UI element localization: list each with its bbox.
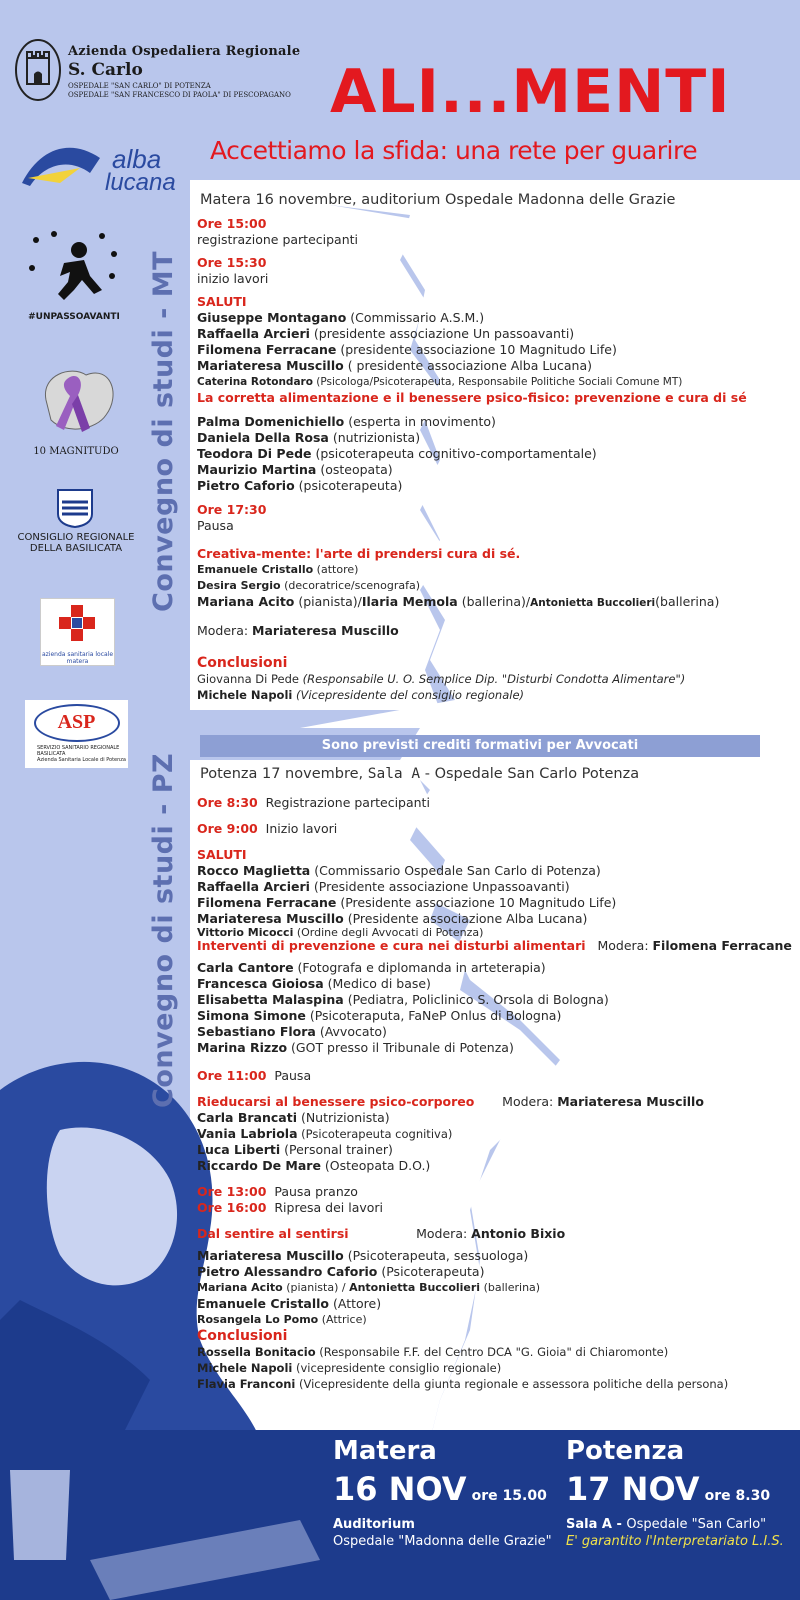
pz-d5r: (Attrice) <box>318 1313 367 1326</box>
mt-p5n: Pietro Caforio <box>197 478 295 493</box>
pz-s2n: Raffaella Arcieri <box>197 879 310 894</box>
asl-text: azienda sanitaria locale matera <box>41 651 114 665</box>
mt-saluti: SALUTI <box>197 294 247 309</box>
list-item <box>197 1376 792 1392</box>
pz-p4n: Simona Simone <box>197 1008 306 1023</box>
mt-k2n: Michele Napoli <box>197 688 293 702</box>
mt-conclusioni: Conclusioni <box>197 655 288 671</box>
pz-p5n: Sebastiano Flora <box>197 1024 316 1039</box>
pz-d5n: Rosangela Lo Pomo <box>197 1313 319 1326</box>
list-item <box>197 374 747 390</box>
list-item <box>197 430 747 446</box>
pz-s4r: (Presidente associazione Alba Lucana) <box>343 911 588 926</box>
list-item <box>197 1158 792 1174</box>
pz-r4n: Riccardo De Mare <box>197 1158 321 1173</box>
pz-d1n: Mariateresa Muscillo <box>197 1248 344 1263</box>
pz-r1n: Carla Brancati <box>197 1110 297 1125</box>
list-item <box>197 462 747 478</box>
pz-session-1: Interventi di prevenzione e cura nei disturbi alimentari <box>197 938 586 953</box>
list-item <box>197 895 792 911</box>
footer-pz-place <box>566 1517 766 1532</box>
pz-sess3-mod: Antonio Bixio <box>471 1226 566 1241</box>
pz-time-2: Ore 9:00 <box>197 821 258 836</box>
vertical-label-pz: Convegno di studi - PZ <box>148 752 179 1108</box>
list-item <box>197 1264 792 1280</box>
footer-mt-date: 16 NOV <box>333 1470 467 1508</box>
list-item <box>197 562 747 578</box>
pz-dateline-a: Potenza 17 novembre, <box>200 766 368 782</box>
pz-d4r: (Attore) <box>329 1296 382 1311</box>
pz-p4r: (Psicoteraputa, FaNeP Onlus di Bologna) <box>305 1008 562 1023</box>
pz-p2n: Francesca Gioiosa <box>197 976 324 991</box>
mt-k1n: Giovanna Di Pede <box>197 672 299 686</box>
footer-mt-place1: Auditorium <box>333 1517 415 1532</box>
unpassoavanti-logo <box>24 228 124 323</box>
pz-k1n: Rossella Bonitacio <box>197 1345 316 1359</box>
page-subtitle: Accettiamo la sfida: una rete per guarire <box>210 136 698 165</box>
ribbon-icon <box>26 360 126 442</box>
list-item <box>197 1248 792 1264</box>
list-item <box>197 1142 792 1158</box>
mt-s1n: Giuseppe Montagano <box>197 310 347 325</box>
mt-c3r2: (ballerina)/ <box>457 594 531 609</box>
mt-c1r: (attore) <box>313 563 359 576</box>
asp-logo <box>25 700 128 768</box>
mt-time-3: Ore 17:30 <box>197 502 267 517</box>
list-item <box>197 671 747 687</box>
page-title: ALI...MENTI <box>330 57 731 127</box>
mt-s2r: (presidente associazione Un passoavanti) <box>309 326 575 341</box>
mt-s4n: Mariateresa Muscillo <box>197 358 344 373</box>
list-item <box>197 414 747 430</box>
pz-t4-desc: Pausa pranzo <box>274 1184 358 1199</box>
pz-r2r: (Psicoterapeuta cognitiva) <box>297 1127 453 1141</box>
pz-d3r2: (ballerina) <box>480 1281 541 1294</box>
mt-p4r: (osteopata) <box>316 462 393 477</box>
mt-s5n: Caterina Rotondaro <box>197 376 313 388</box>
footer-pz-place-b: Ospedale "San Carlo" <box>626 1517 767 1532</box>
list-item <box>197 1126 792 1142</box>
pz-s3r: (Presidente associazione 10 Magnitudo Life) <box>336 895 617 910</box>
pz-d4n: Emanuele Cristallo <box>197 1296 330 1311</box>
mt-p1r: (esperta in movimento) <box>344 414 496 429</box>
mt-s2n: Raffaella Arcieri <box>197 326 310 341</box>
pz-t5-desc: Ripresa dei lavori <box>274 1200 384 1215</box>
pz-s1r: (Commissario Ospedale San Carlo di Potenza) <box>310 863 601 878</box>
mt-programme <box>197 216 747 703</box>
list-item <box>197 1312 792 1328</box>
pz-p2r: (Medico di base) <box>323 976 431 991</box>
pz-r4r: (Osteopata D.O.) <box>320 1158 431 1173</box>
pz-s1n: Rocco Maglietta <box>197 863 311 878</box>
regional-shield-icon <box>56 488 94 528</box>
list-item <box>197 342 747 358</box>
pz-r3n: Luca Liberti <box>197 1142 281 1157</box>
pz-p1r: (Fotografa e diplomanda in arteterapia) <box>293 960 546 975</box>
list-item <box>197 687 747 703</box>
hospital-line2: OSPEDALE "SAN FRANCESCO DI PAOLA" DI PESCOPAGANO <box>68 91 291 99</box>
mt-session-2: Creativa-mente: l'arte di prendersi cura di sé. <box>197 546 521 561</box>
list-item <box>197 594 747 611</box>
footer-pz-date-row <box>566 1470 770 1508</box>
list-item <box>197 1344 792 1360</box>
pz-d2n: Pietro Alessandro Caforio <box>197 1264 378 1279</box>
footer-pz-lis: E' garantito l'Interpretariato L.I.S. <box>566 1534 784 1549</box>
pz-p5r: (Avvocato) <box>315 1024 387 1039</box>
list-item <box>197 326 747 342</box>
pz-sess2-mod: Mariateresa Muscillo <box>557 1094 704 1109</box>
mt-time-2-desc: inizio lavori <box>197 271 269 286</box>
mt-mod-name: Mariateresa Muscillo <box>252 623 399 638</box>
mt-c3n3: Antonietta Buccolieri <box>530 597 656 609</box>
mt-c3r3: (ballerina) <box>655 594 720 609</box>
list-item <box>197 1024 792 1040</box>
unpassoavanti-text: #UNPASSOAVANTI <box>28 312 120 322</box>
list-item <box>197 446 747 462</box>
footer-pz-city: Potenza <box>566 1436 685 1466</box>
consiglio-line1: CONSIGLIO REGIONALE <box>17 532 135 543</box>
list-item <box>197 960 792 976</box>
pz-t1-desc: Registrazione partecipanti <box>265 795 430 810</box>
pz-k2r: (vicepresidente consiglio regionale) <box>292 1361 502 1375</box>
svg-text:lucana: lucana <box>105 169 176 193</box>
pz-d1r: (Psicoterapeuta, sessuologa) <box>343 1248 529 1263</box>
list-item <box>197 478 747 494</box>
pz-r1r: (Nutrizionista) <box>296 1110 390 1125</box>
mt-time-1: Ore 15:00 <box>197 216 267 231</box>
pz-sess1-mod: Filomena Ferracane <box>652 938 792 953</box>
pz-programme <box>197 795 792 1392</box>
asp-text: ASP <box>34 704 120 742</box>
hospital-crest-icon <box>14 38 62 102</box>
vertical-label-mt: Convegno di studi - MT <box>148 250 179 612</box>
mt-time-3-desc: Pausa <box>197 518 234 533</box>
pz-p1n: Carla Cantore <box>197 960 294 975</box>
pz-time-4: Ore 13:00 <box>197 1184 267 1199</box>
mt-k2r: (Vicepresidente del consiglio regionale) <box>292 688 525 702</box>
pz-saluti: SALUTI <box>197 847 247 862</box>
list-item <box>197 1280 792 1296</box>
alba-lucana-icon <box>20 128 185 193</box>
hospital-sc: S. Carlo <box>68 60 143 80</box>
pz-t2-desc: Inizio lavori <box>265 821 338 836</box>
asl-cross-icon <box>41 599 114 647</box>
pz-sess3-mod-label: Modera: <box>416 1226 472 1241</box>
mt-c1n: Emanuele Cristallo <box>197 563 314 576</box>
mt-s5r: (Psicologa/Psicoterapeuta, Responsabile Politiche Sociali Comune MT) <box>312 376 683 388</box>
list-item <box>197 578 747 594</box>
pz-k1r: (Responsabile F.F. del Centro DCA "G. Gioia" di Chiaromonte) <box>315 1345 669 1359</box>
footer-pz-date: 17 NOV <box>566 1470 700 1508</box>
pz-p6r: (GOT presso il Tribunale di Potenza) <box>287 1040 514 1055</box>
mt-c3n: Mariana Acito <box>197 594 295 609</box>
pz-conclusioni: Conclusioni <box>197 1328 288 1344</box>
pz-k3n: Flavia Franconi <box>197 1377 296 1391</box>
list-item <box>197 976 792 992</box>
list-item <box>197 927 792 938</box>
asl-matera-logo <box>40 598 115 666</box>
mt-c2n: Desira Sergio <box>197 579 281 592</box>
mt-c3r: (pianista)/ <box>294 594 362 609</box>
runner-icon <box>24 228 124 308</box>
list-item <box>197 310 747 326</box>
pz-k2n: Michele Napoli <box>197 1361 293 1375</box>
asp-sub2: BASILICATA <box>37 751 66 757</box>
hospital-line1: OSPEDALE "SAN CARLO" DI POTENZA <box>68 82 211 90</box>
pz-sess2-mod-label: Modera: <box>502 1094 558 1109</box>
alba-lucana-logo <box>20 128 185 193</box>
footer-mt-time: ore 15.00 <box>471 1488 547 1504</box>
list-item <box>197 992 792 1008</box>
list-item <box>197 1360 792 1376</box>
mt-p2n: Daniela Della Rosa <box>197 430 329 445</box>
pz-sess1-mod-label: Modera: <box>597 938 653 953</box>
pz-s4n: Mariateresa Muscillo <box>197 911 344 926</box>
mt-s1r: (Commissario A.S.M.) <box>346 310 485 325</box>
consiglio-line2: DELLA BASILICATA <box>29 543 123 554</box>
list-item <box>197 1040 792 1056</box>
asp-sub3: Azienda Sanitaria Locale di Potenza <box>37 757 126 763</box>
mt-time-2: Ore 15:30 <box>197 255 267 270</box>
mt-s3r: (presidente associazione 10 Magnitudo Life) <box>336 342 617 357</box>
pz-time-3: Ore 11:00 <box>197 1068 267 1083</box>
pz-p3n: Elisabetta Malaspina <box>197 992 344 1007</box>
pz-d3n: Mariana Acito <box>197 1281 283 1294</box>
mt-p2r: (nutrizionista) <box>328 430 421 445</box>
pz-p6n: Marina Rizzo <box>197 1040 288 1055</box>
list-item <box>197 911 792 927</box>
footer-mt-date-row <box>333 1470 547 1508</box>
pz-d3r: (pianista) / <box>282 1281 350 1294</box>
footer-mt-place2: Ospedale "Madonna delle Grazie" <box>333 1534 552 1549</box>
list-item <box>197 863 792 879</box>
pz-time-1: Ore 8:30 <box>197 795 258 810</box>
pz-time-5: Ore 16:00 <box>197 1200 267 1215</box>
pz-r3r: (Personal trainer) <box>280 1142 393 1157</box>
svg-text:alba: alba <box>112 144 162 174</box>
credits-banner: Sono previsti crediti formativi per Avvocati <box>200 735 760 757</box>
mt-k1r: (Responsabile U. O. Semplice Dip. "Disturbi Condotta Alimentare") <box>298 672 686 686</box>
mt-session-1: La corretta alimentazione e il benessere psico-fisico: prevenzione e cura di sé <box>197 390 747 405</box>
mt-moderator <box>197 623 747 639</box>
mt-p3r: (psicoterapeuta cognitivo-comportamentale) <box>311 446 597 461</box>
hospital-name: Azienda Ospedaliera Regionale <box>68 44 301 59</box>
mt-mod-label: Modera: <box>197 623 253 638</box>
footer-pz-place-a: Sala A - <box>566 1517 627 1532</box>
footer-pz-time: ore 8.30 <box>704 1488 771 1504</box>
pz-dateline-c: - Ospedale San Carlo Potenza <box>420 766 640 782</box>
pz-session-3: Dal sentire al sentirsi <box>197 1226 349 1241</box>
pz-k3r: (Vicepresidente della giunta regionale e assessora politiche della persona) <box>295 1377 729 1391</box>
magnitudo-text: 10 MAGNITUDO <box>33 446 119 457</box>
mt-c2r: (decoratrice/scenografa) <box>280 579 420 592</box>
pz-s2r: (Presidente associazione Unpassoavanti) <box>309 879 570 894</box>
pz-d2r: (Psicoterapeuta) <box>377 1264 485 1279</box>
asp-sub1: SERVIZIO SANITARIO REGIONALE <box>37 745 120 751</box>
list-item <box>197 879 792 895</box>
mt-time-1-desc: registrazione partecipanti <box>197 232 359 247</box>
list-item <box>197 1110 792 1126</box>
list-item <box>197 1008 792 1024</box>
pz-dateline-b: Sala A <box>367 766 421 782</box>
mt-s4r: ( presidente associazione Alba Lucana) <box>343 358 592 373</box>
pz-s5n: Vittorio Micocci <box>197 926 294 939</box>
mt-p4n: Maurizio Martina <box>197 462 317 477</box>
pz-s5r: (Ordine degli Avvocati di Potenza) <box>293 926 484 939</box>
pz-dateline <box>200 766 639 782</box>
mt-s3n: Filomena Ferracane <box>197 342 337 357</box>
pz-t3-desc: Pausa <box>274 1068 312 1083</box>
mt-c3n2: Ilaria Memola <box>361 594 458 609</box>
pz-session-2: Rieducarsi al benessere psico-corporeo <box>197 1094 475 1109</box>
pz-s3n: Filomena Ferracane <box>197 895 337 910</box>
mt-p1n: Palma Domenichiello <box>197 414 345 429</box>
magnitudo-logo <box>26 360 126 470</box>
mt-p3n: Teodora Di Pede <box>197 446 312 461</box>
list-item <box>197 1296 792 1312</box>
consiglio-logo <box>10 488 142 554</box>
list-item <box>197 358 747 374</box>
pz-d3n2: Antonietta Buccolieri <box>349 1281 481 1294</box>
footer-mt-city: Matera <box>333 1436 437 1466</box>
pz-r2n: Vania Labriola <box>197 1126 298 1141</box>
mt-dateline: Matera 16 novembre, auditorium Ospedale Madonna delle Grazie <box>200 192 676 208</box>
mt-p5r: (psicoterapeuta) <box>294 478 403 493</box>
pz-p3r: (Pediatra, Policlinico S. Orsola di Bologna) <box>343 992 609 1007</box>
